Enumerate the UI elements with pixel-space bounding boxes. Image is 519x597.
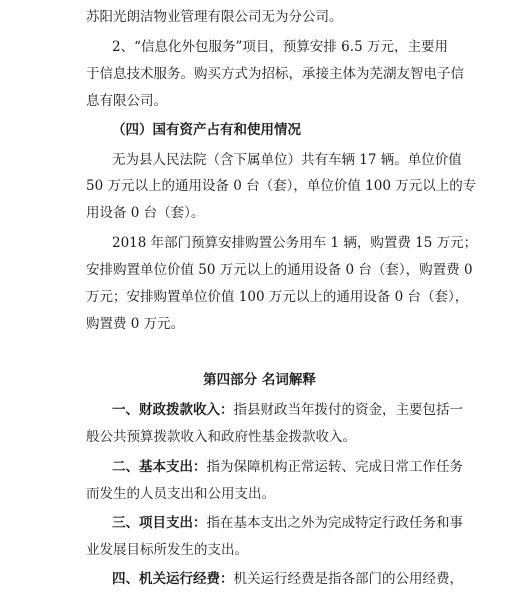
paragraph-line: 万元；安排购置单位价值 100 万元以上的通用设备 0 台（套）， <box>86 289 469 305</box>
term-line <box>112 458 519 476</box>
paragraph-line: 无为县人民法院（含下属单位）共有车辆 17 辆。单位价值 <box>112 152 462 168</box>
paragraph-line: 安排购置单位价值 50 万元以上的通用设备 0 台（套），购置费 0 <box>86 262 473 278</box>
section-heading: （四）国有资产占有和使用情况 <box>112 122 301 138</box>
paragraph-line: 息有限公司。 <box>86 93 167 109</box>
paragraph-line: 而发生的人员支出和公用支出。 <box>86 486 275 502</box>
paragraph-line: 50 万元以上的通用设备 0 台（套），单位价值 100 万元以上的专 <box>86 178 477 194</box>
term-label: 三、项目支出： <box>112 515 207 531</box>
term-label: 二、基本支出： <box>112 459 207 475</box>
term-definition: 机关运行经费是指各部门的公用经费， <box>233 571 463 587</box>
paragraph-line: 于信息技术服务。购买方式为招标，承接主体为芜湖友智电子信 <box>86 66 464 82</box>
term-line <box>112 514 519 532</box>
paragraph-line: 业发展目标所发生的支出。 <box>86 542 248 558</box>
term-definition: 指在基本支出之外为完成特定行政任务和事 <box>206 515 463 531</box>
paragraph-line: 用设备 0 台（套）。 <box>86 205 205 221</box>
term-label: 四、机关运行经费： <box>112 571 234 587</box>
term-line <box>112 401 519 419</box>
term-label: 一、财政拨款收入： <box>112 402 234 418</box>
term-definition: 指为保障机构正常运转、完成日常工作任务 <box>206 459 463 475</box>
term-line <box>112 570 519 588</box>
part-title: 第四部分 名词解释 <box>203 372 316 388</box>
paragraph-line: 购置费 0 万元。 <box>86 316 185 332</box>
paragraph-line: 苏阳光朗洁物业管理有限公司无为分公司。 <box>86 9 343 25</box>
paragraph-line: 2018 年部门预算安排购置公务用车 1 辆，购置费 15 万元； <box>112 235 478 251</box>
term-definition: 指县财政当年拨付的资金，主要包括一 <box>233 402 463 418</box>
paragraph-line: 2、“信息化外包服务”项目，预算安排 6.5 万元，主要用 <box>112 39 448 55</box>
paragraph-line: 般公共预算拨款收入和政府性基金拨款收入。 <box>86 429 356 445</box>
